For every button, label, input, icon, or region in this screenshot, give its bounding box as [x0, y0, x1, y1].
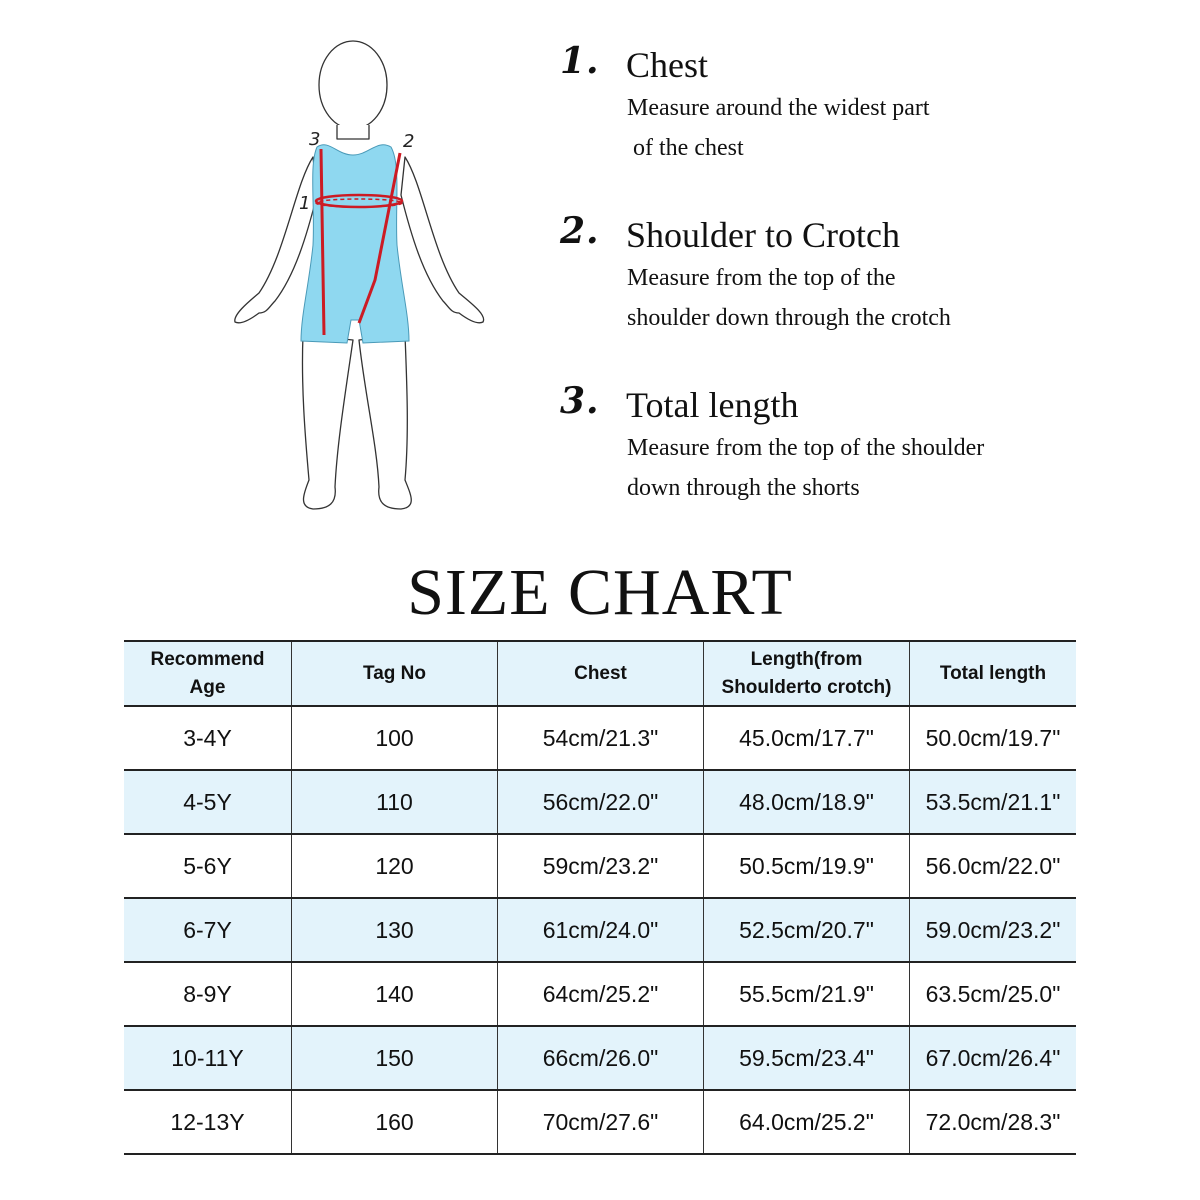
cell-age: 3-4Y: [124, 706, 292, 770]
figure-right-arm: [401, 157, 484, 323]
step-number: 3.: [560, 380, 600, 422]
cell-age: 12-13Y: [124, 1090, 292, 1154]
step-number: 2.: [560, 210, 600, 252]
step-title: Total length: [626, 385, 799, 425]
figure-left-leg: [302, 335, 353, 509]
cell-age: 5-6Y: [124, 834, 292, 898]
cell-chest: 64cm/25.2": [498, 962, 704, 1026]
cell-total-length: 53.5cm/21.1": [910, 770, 1077, 834]
step-title: Shoulder to Crotch: [626, 215, 900, 255]
cell-age: 4-5Y: [124, 770, 292, 834]
table-row: [124, 1090, 1076, 1154]
cell-length: 59.5cm/23.4": [704, 1026, 910, 1090]
cell-total-length: 56.0cm/22.0": [910, 834, 1077, 898]
header-length: Length(from Shoulderto crotch): [704, 641, 910, 706]
child-measurement-illustration: [225, 35, 495, 520]
cell-age: 10-11Y: [124, 1026, 292, 1090]
table-header-row: [124, 641, 1076, 706]
table-row: [124, 834, 1076, 898]
table-row: [124, 1026, 1076, 1090]
cell-total-length: 50.0cm/19.7": [910, 706, 1077, 770]
step-title: Chest: [626, 45, 709, 85]
header-age: Recommend Age: [124, 641, 292, 706]
step-description: Measure from the top of the shoulder down through the shorts: [627, 435, 985, 501]
cell-tag-no: 120: [292, 834, 498, 898]
size-table: [124, 640, 1076, 1155]
marker-3: 3: [309, 129, 321, 150]
cell-age: 6-7Y: [124, 898, 292, 962]
cell-total-length: 72.0cm/28.3": [910, 1090, 1077, 1154]
cell-chest: 70cm/27.6": [498, 1090, 704, 1154]
cell-length: 55.5cm/21.9": [704, 962, 910, 1026]
cell-total-length: 63.5cm/25.0": [910, 962, 1077, 1026]
cell-tag-no: 140: [292, 962, 498, 1026]
table-row: [124, 706, 1076, 770]
cell-total-length: 67.0cm/26.4": [910, 1026, 1077, 1090]
cell-age: 8-9Y: [124, 962, 292, 1026]
cell-tag-no: 100: [292, 706, 498, 770]
step-number: 1.: [560, 40, 600, 82]
header-chest: Chest: [498, 641, 704, 706]
cell-total-length: 59.0cm/23.2": [910, 898, 1077, 962]
cell-length: 52.5cm/20.7": [704, 898, 910, 962]
cell-length: 50.5cm/19.9": [704, 834, 910, 898]
cell-tag-no: 130: [292, 898, 498, 962]
table-row: [124, 770, 1076, 834]
cell-tag-no: 110: [292, 770, 498, 834]
cell-chest: 66cm/26.0": [498, 1026, 704, 1090]
table-row: [124, 962, 1076, 1026]
size-chart-title: SIZE CHART: [407, 556, 793, 629]
cell-chest: 59cm/23.2": [498, 834, 704, 898]
cell-length: 48.0cm/18.9": [704, 770, 910, 834]
header-total-length: Total length: [910, 641, 1077, 706]
cell-length: 45.0cm/17.7": [704, 706, 910, 770]
step-description: Measure around the widest part of the chest: [627, 95, 930, 161]
cell-chest: 54cm/21.3": [498, 706, 704, 770]
figure-head: [319, 41, 387, 129]
cell-length: 64.0cm/25.2": [704, 1090, 910, 1154]
header-tag-no: Tag No: [292, 641, 498, 706]
figure-right-leg: [359, 335, 411, 509]
swimsuit-shape: [301, 145, 409, 343]
cell-tag-no: 150: [292, 1026, 498, 1090]
step-description: Measure from the top of the shoulder down through the crotch: [627, 265, 951, 331]
marker-1: 1: [299, 193, 311, 214]
cell-chest: 56cm/22.0": [498, 770, 704, 834]
cell-chest: 61cm/24.0": [498, 898, 704, 962]
table-row: [124, 898, 1076, 962]
marker-2: 2: [403, 131, 415, 152]
figure-left-arm: [235, 157, 317, 323]
cell-tag-no: 160: [292, 1090, 498, 1154]
